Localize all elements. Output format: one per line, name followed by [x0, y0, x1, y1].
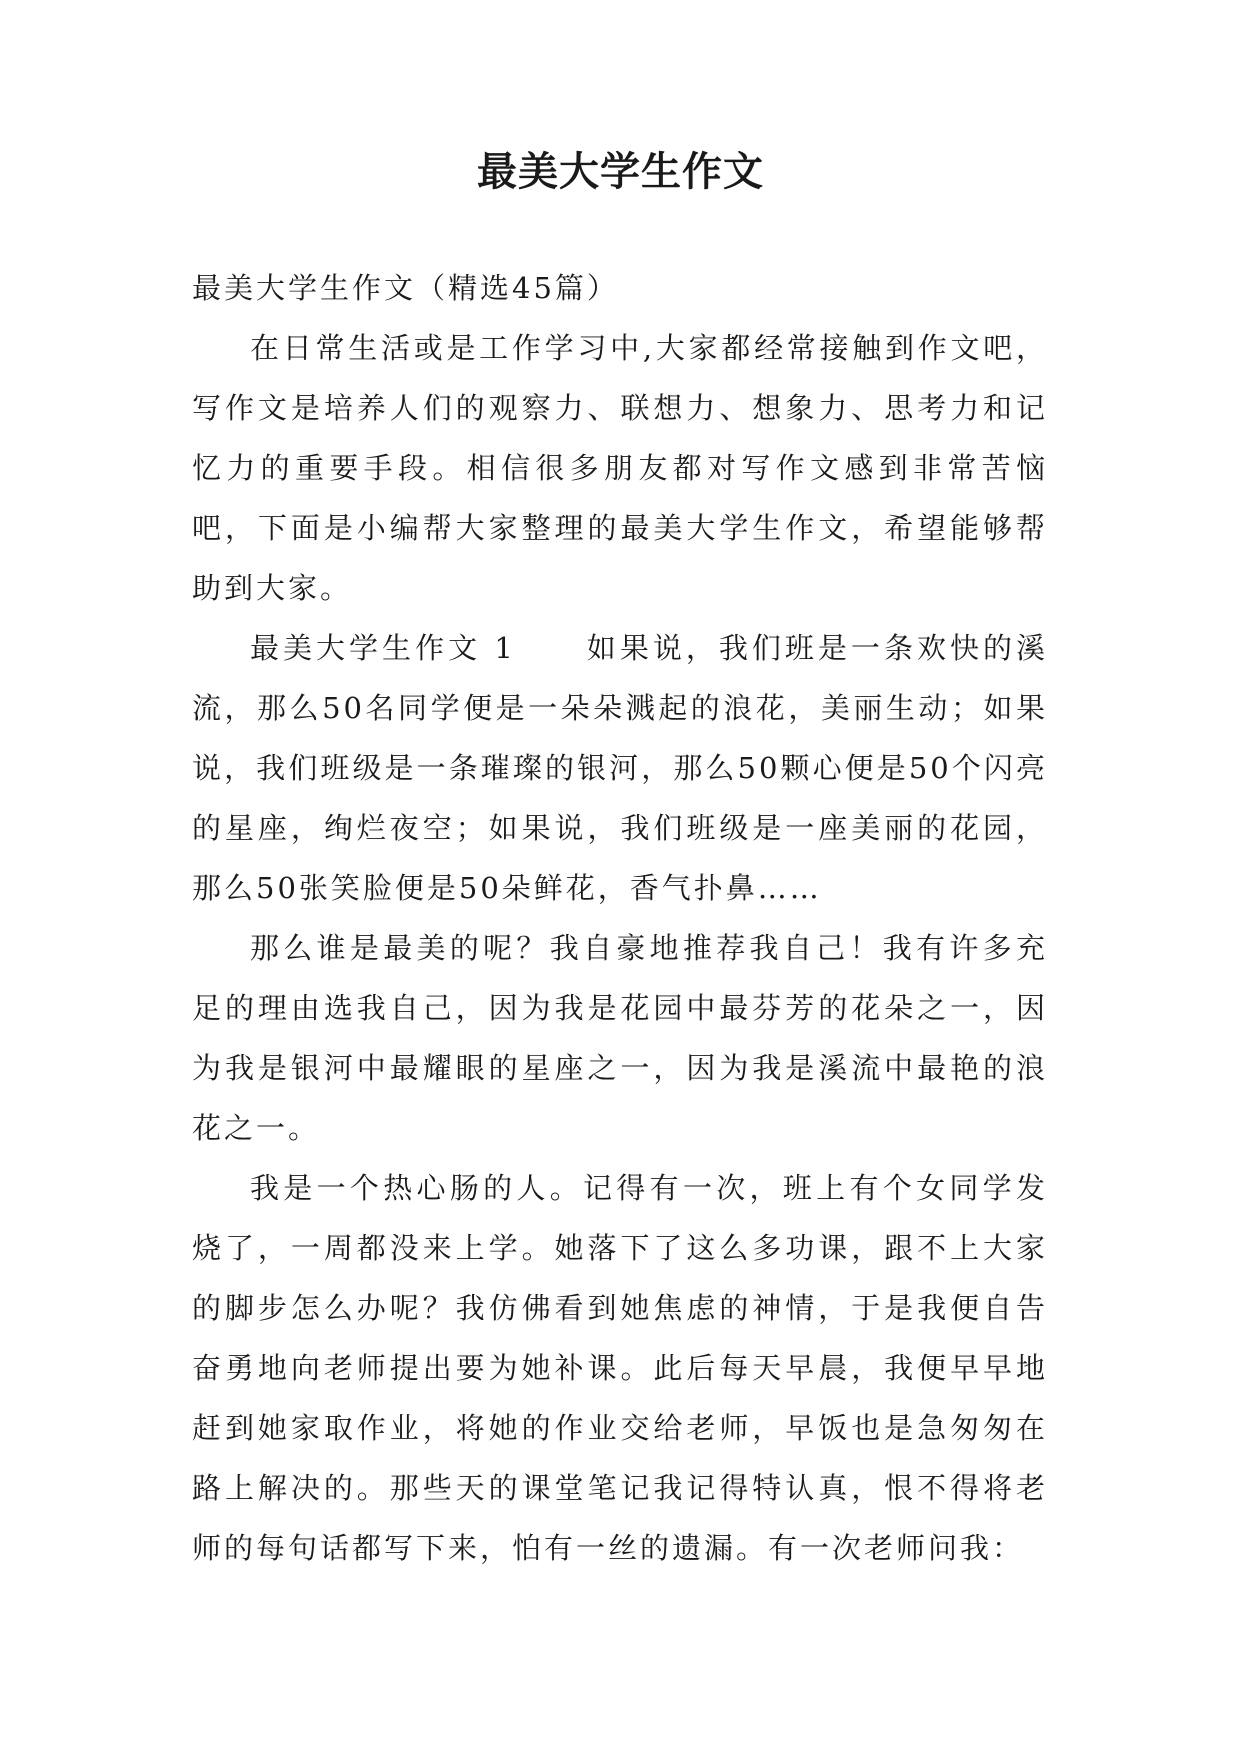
collection-subtitle: 最美大学生作文（精选45篇）	[192, 271, 619, 305]
essay-1-paragraph-2: 那么谁是最美的呢？我自豪地推荐我自己！我有许多充足的理由选我自己，因为我是花园中最芬芳的花朵之一，因为我是银河中最耀眼的星座之一，因为我是溪流中最艳的浪花之一。	[192, 931, 1048, 1145]
essay-1-paragraph-1: 如果说，我们班是一条欢快的溪流，那么50名同学便是一朵朵溅起的浪花，美丽生动；如果说，我们班级是一条璀璨的银河，那么50颗心便是50个闪亮的星座，绚烂夜空；如果说，我们班级是一座美丽的花园，那么50张笑脸便是50朵鲜花，香气扑鼻……	[192, 631, 1048, 905]
essay-1-first-paragraph	[192, 618, 1048, 918]
document-body	[192, 258, 1048, 1578]
essay-1-heading: 最美大学生作文 1	[250, 631, 516, 665]
intro-paragraph: 在日常生活或是工作学习中,大家都经常接触到作文吧，写作文是培养人们的观察力、联想力、想象力、思考力和记忆力的重要手段。相信很多朋友都对写作文感到非常苦恼吧，下面是小编帮大家整理的最美大学生作文，希望能够帮助到大家。	[192, 331, 1048, 605]
document-title: 最美大学生作文	[477, 148, 764, 195]
essay-1-paragraph-3: 我是一个热心肠的人。记得有一次，班上有个女同学发烧了，一周都没来上学。她落下了这么多功课，跟不上大家的脚步怎么办呢？我仿佛看到她焦虑的神情，于是我便自告奋勇地向老师提出要为她补课。此后每天早晨，我便早早地赶到她家取作业，将她的作业交给老师，早饭也是急匆匆在路上解决的。那些天的课堂笔记我记得特认真，恨不得将老师的每句话都写下来，怕有一丝的遗漏。有一次老师问我：	[192, 1171, 1048, 1565]
